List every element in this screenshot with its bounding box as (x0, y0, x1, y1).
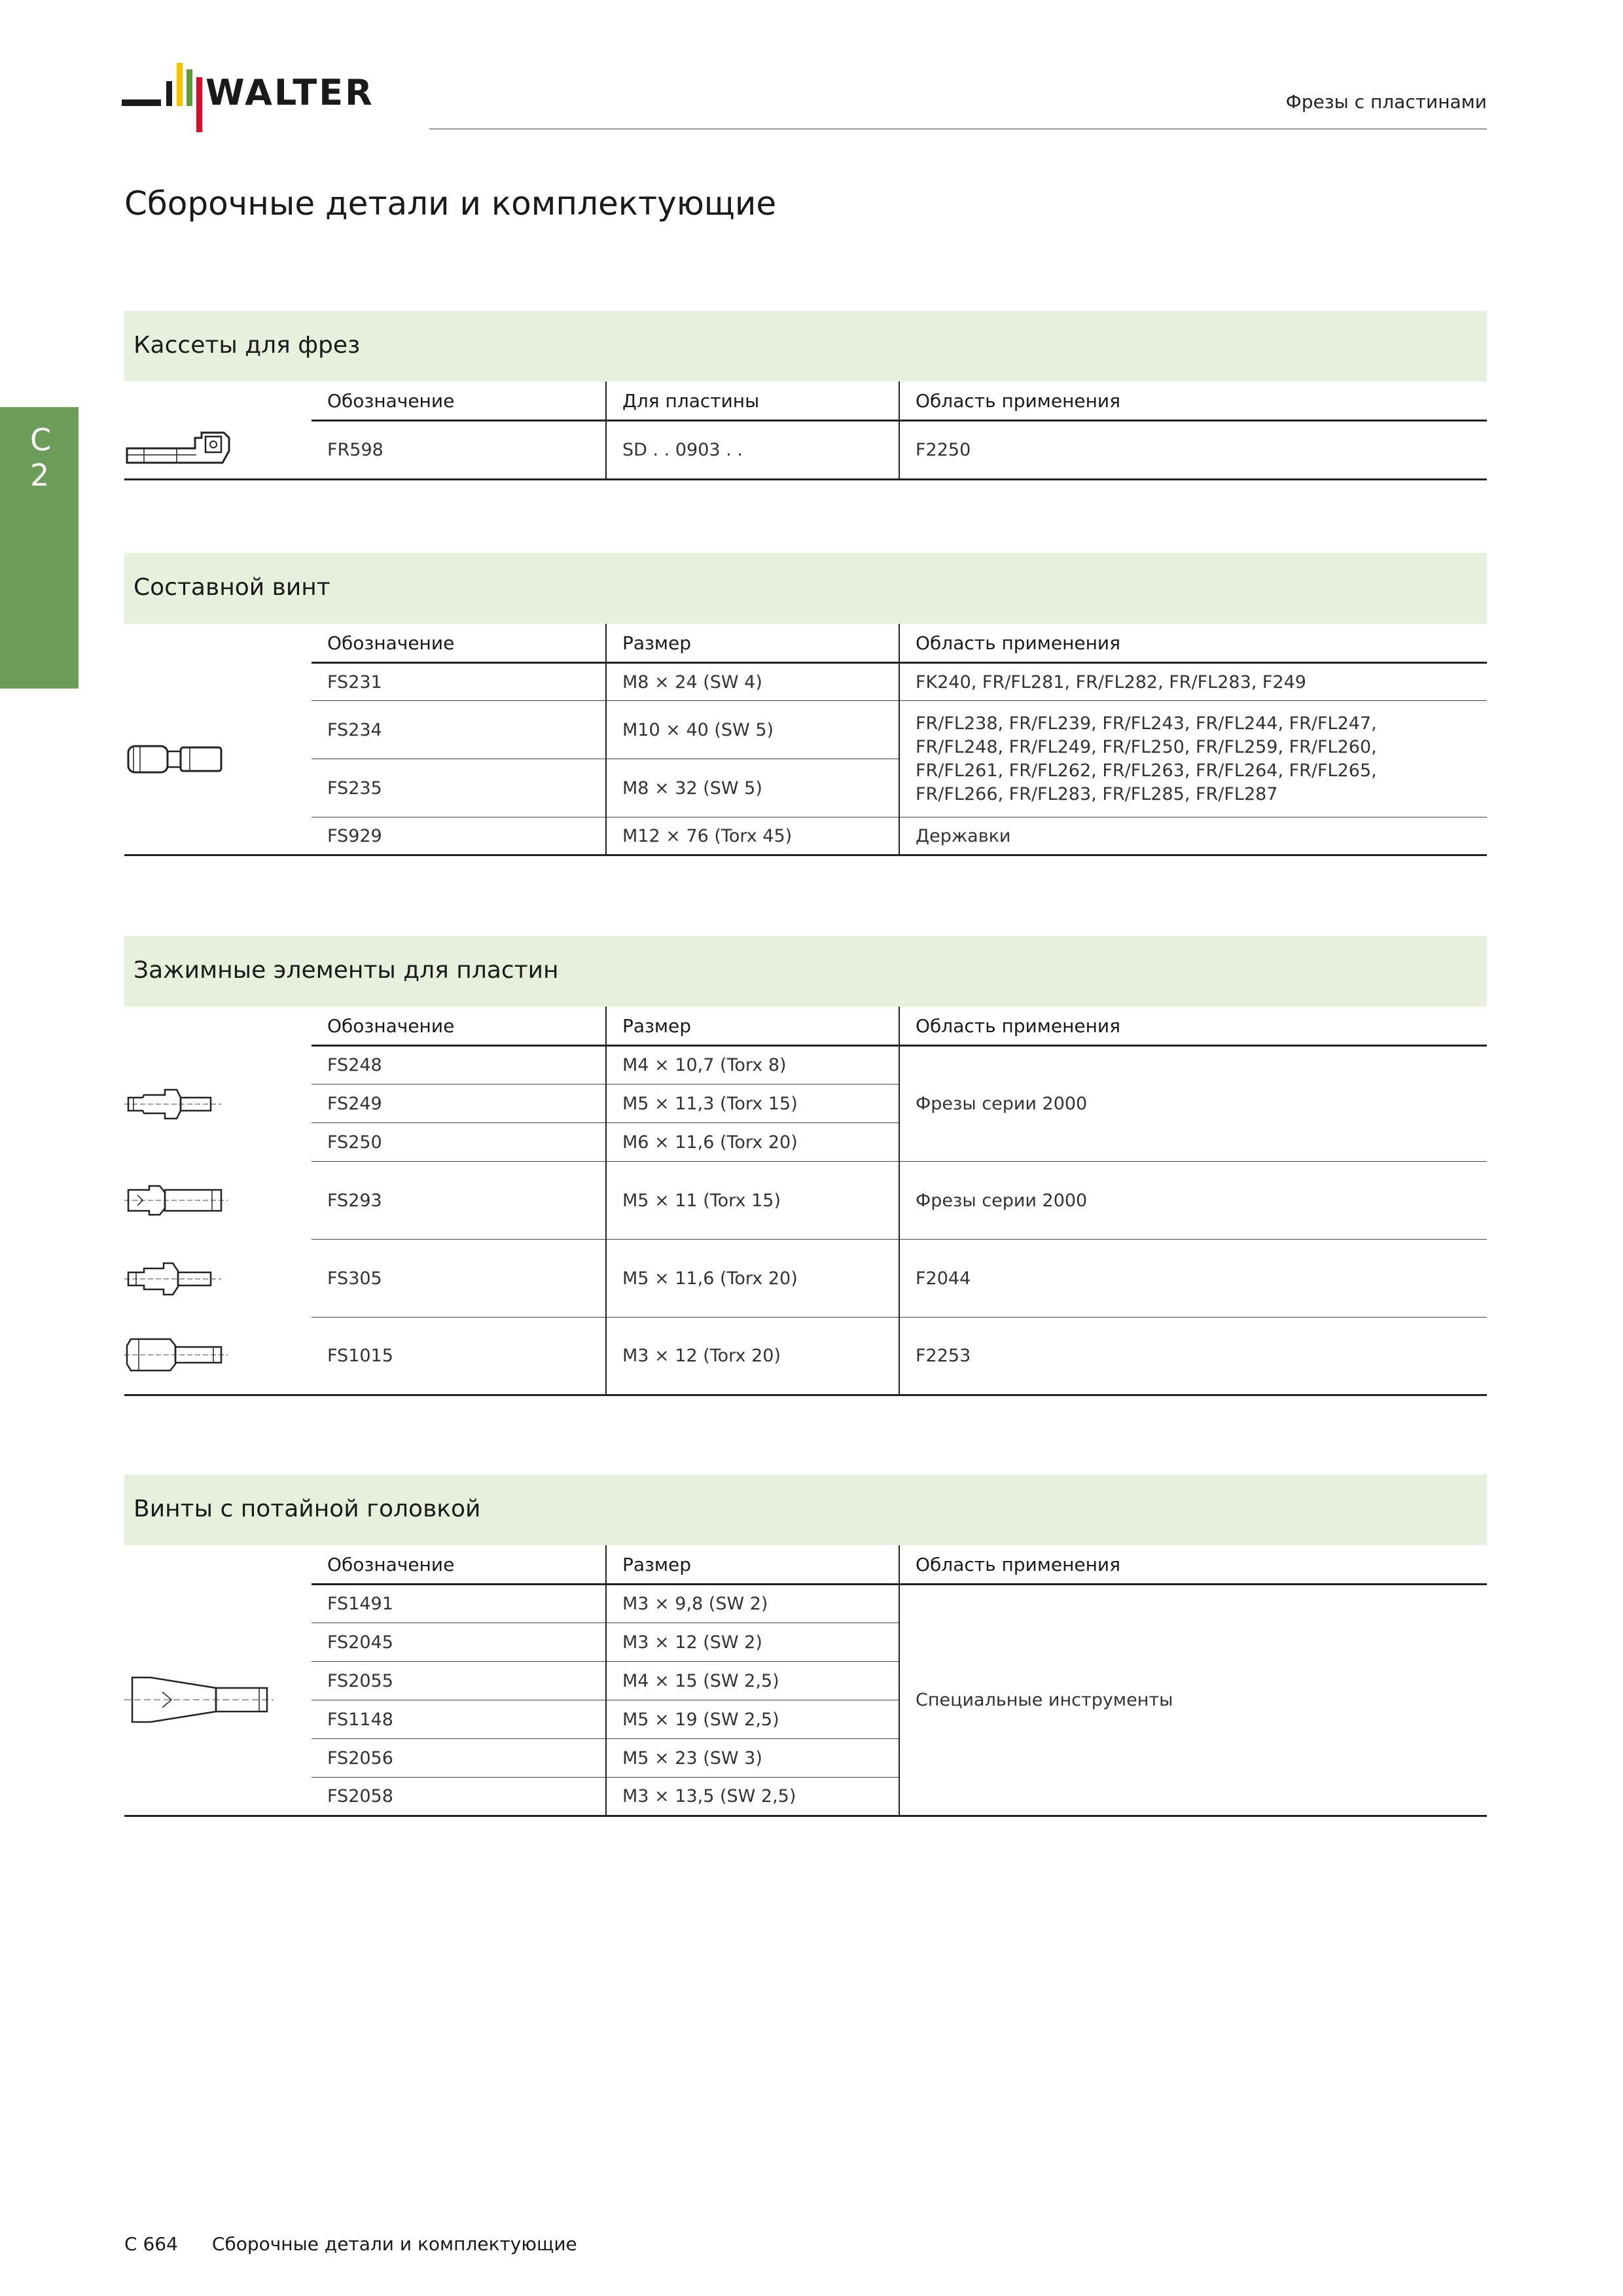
page-title: Сборочные детали и комплектующие (124, 185, 777, 223)
column-header-application: Область применения (899, 382, 1487, 421)
cell-code: FS234 (312, 701, 606, 759)
cell-size: M3 × 13,5 (SW 2,5) (606, 1778, 899, 1816)
cell-code: FS929 (312, 817, 606, 855)
section-header (124, 1475, 1487, 1545)
cell-application: Фрезы серии 2000 (899, 1046, 1487, 1162)
section-header (124, 553, 1487, 624)
column-header-code: Обозначение (312, 382, 606, 421)
cell-size: M6 × 11,6 (Torx 20) (606, 1123, 899, 1162)
application-line: FR/FL266, FR/FL283, FR/FL285, FR/FL287 (916, 783, 1278, 804)
cell-application: F2044 (899, 1240, 1487, 1318)
image-column-header (124, 624, 312, 663)
column-header-application: Область применения (899, 1545, 1487, 1585)
cell-application-shared (899, 701, 1487, 817)
table-row (124, 421, 1487, 480)
countersunk-table (124, 1545, 1487, 1817)
column-header-application: Область применения (899, 1007, 1487, 1046)
cell-size: M8 × 24 (SW 4) (606, 663, 899, 701)
clamping-screw-drawing (124, 1046, 312, 1162)
cell-code: FS305 (312, 1240, 606, 1318)
cell-size: M3 × 12 (Torx 20) (606, 1318, 899, 1395)
table-row (124, 817, 1487, 855)
cell-size: M4 × 10,7 (Torx 8) (606, 1046, 899, 1085)
cell-code: FS2055 (312, 1662, 606, 1700)
table-row (124, 1240, 1487, 1318)
cell-size: M5 × 11,3 (Torx 15) (606, 1085, 899, 1123)
clamping-table (124, 1007, 1487, 1396)
cell-size: M4 × 15 (SW 2,5) (606, 1662, 899, 1700)
cell-code: FS1491 (312, 1585, 606, 1623)
clamping-screw-drawing (124, 1318, 312, 1395)
cell-insert: SD . . 0903 . . (606, 421, 899, 480)
page-footer (124, 2233, 577, 2255)
column-header-insert: Для пластины (606, 382, 899, 421)
section-header (124, 311, 1487, 382)
section-composite-screw (124, 553, 1487, 856)
footer-title: Сборочные детали и комплектующие (211, 2233, 577, 2255)
countersunk-screw-drawing (124, 1585, 312, 1816)
cell-code: FS2058 (312, 1778, 606, 1816)
image-column-header (124, 1007, 312, 1046)
section-clamping-elements (124, 936, 1487, 1396)
cell-application: Фрезы серии 2000 (899, 1162, 1487, 1240)
column-header-code: Обозначение (312, 1545, 606, 1585)
cell-size: M12 × 76 (Torx 45) (606, 817, 899, 855)
column-header-code: Обозначение (312, 624, 606, 663)
column-header-size: Размер (606, 624, 899, 663)
application-line: FR/FL248, FR/FL249, FR/FL250, FR/FL259, FR/FL260, (916, 736, 1377, 757)
section-title: Составной винт (134, 574, 330, 601)
section-title: Кассеты для фрез (134, 332, 361, 359)
svg-text:WALTER: WALTER (205, 72, 374, 113)
application-line: FR/FL261, FR/FL262, FR/FL263, FR/FL264, FR/FL265, (916, 760, 1377, 781)
cell-application: F2253 (899, 1318, 1487, 1395)
clamping-screw-drawing (124, 1240, 312, 1318)
cassettes-table (124, 382, 1487, 480)
cassette-drawing (124, 421, 312, 480)
cell-code: FS250 (312, 1123, 606, 1162)
table-row (124, 1162, 1487, 1240)
cell-size: M8 × 32 (SW 5) (606, 759, 899, 817)
image-column-header (124, 382, 312, 421)
section-header (124, 936, 1487, 1007)
table-row (124, 1318, 1487, 1395)
cell-code: FS248 (312, 1046, 606, 1085)
cell-size: M10 × 40 (SW 5) (606, 701, 899, 759)
cell-application: FK240, FR/FL281, FR/FL282, FR/FL283, F249 (899, 663, 1487, 701)
composite-screw-drawing (124, 663, 312, 855)
column-header-size: Размер (606, 1007, 899, 1046)
table-row (124, 663, 1487, 701)
cell-size: M5 × 19 (SW 2,5) (606, 1700, 899, 1739)
walter-logo (122, 62, 397, 132)
section-title: Зажимные элементы для пластин (134, 957, 559, 984)
cell-application: F2250 (899, 421, 1487, 480)
section-title: Винты с потайной головкой (134, 1496, 481, 1522)
header-divider (429, 128, 1487, 130)
cell-code: FR598 (312, 421, 606, 480)
table-row (124, 1046, 1487, 1085)
cell-code: FS293 (312, 1162, 606, 1240)
section-cassettes (124, 311, 1487, 480)
cell-size: M5 × 11,6 (Torx 20) (606, 1240, 899, 1318)
cell-code: FS235 (312, 759, 606, 817)
cell-application: Державки (899, 817, 1487, 855)
cell-code: FS2045 (312, 1623, 606, 1662)
column-header-size: Размер (606, 1545, 899, 1585)
page-number: C 664 (124, 2233, 178, 2255)
header-section-name: Фрезы с пластинами (1285, 91, 1487, 113)
clamping-screw-drawing (124, 1162, 312, 1240)
cell-code: FS249 (312, 1085, 606, 1123)
table-row (124, 701, 1487, 759)
cell-size: M3 × 12 (SW 2) (606, 1623, 899, 1662)
column-header-application: Область применения (899, 624, 1487, 663)
cell-application: Специальные инструменты (899, 1585, 1487, 1816)
application-line: FR/FL238, FR/FL239, FR/FL243, FR/FL244, FR/FL247, (916, 713, 1377, 734)
chapter-tab (0, 407, 79, 689)
chapter-tab-label: C 2 (30, 422, 54, 493)
cell-size: M5 × 23 (SW 3) (606, 1739, 899, 1778)
section-countersunk-screws (124, 1475, 1487, 1817)
column-header-code: Обозначение (312, 1007, 606, 1046)
image-column-header (124, 1545, 312, 1585)
cell-code: FS1015 (312, 1318, 606, 1395)
cell-code: FS1148 (312, 1700, 606, 1739)
cell-size: M5 × 11 (Torx 15) (606, 1162, 899, 1240)
table-row (124, 1585, 1487, 1623)
composite-screw-table (124, 624, 1487, 856)
cell-size: M3 × 9,8 (SW 2) (606, 1585, 899, 1623)
cell-code: FS231 (312, 663, 606, 701)
cell-code: FS2056 (312, 1739, 606, 1778)
